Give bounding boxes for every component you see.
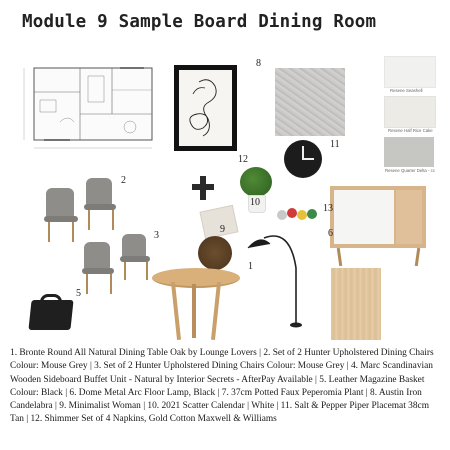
item-number-5: 5 <box>76 288 81 299</box>
item-number-9: 9 <box>220 224 225 235</box>
arc-floor-lamp <box>244 228 314 330</box>
item-number-1: 1 <box>248 261 253 272</box>
oak-wood-swatch <box>331 268 381 340</box>
scatter-calendar <box>276 205 320 225</box>
item-number-10: 10 <box>250 197 260 208</box>
item-number-12: 12 <box>238 154 248 165</box>
paint-swatch-quarter-delta <box>384 137 434 167</box>
iron-candelabra <box>192 176 214 200</box>
swatch-label-seashell: Resene Seashell <box>390 88 423 93</box>
wall-clock <box>284 140 322 178</box>
paint-swatch-half-rice-cake <box>384 96 436 128</box>
paint-swatch-seashell <box>384 56 436 88</box>
item-number-11: 11 <box>330 139 340 150</box>
swatch-label-half-rice-cake: Resene Half Rice Cake <box>388 128 433 133</box>
item-number-3: 3 <box>154 230 159 241</box>
fabric-swatch <box>275 68 345 136</box>
framed-artwork <box>174 65 237 151</box>
item-number-8: 8 <box>256 58 261 69</box>
placemat <box>198 236 232 270</box>
magazine-basket <box>28 294 74 334</box>
floor-plan-image <box>20 62 160 154</box>
dining-chair-set-3 <box>78 230 154 296</box>
sideboard <box>330 186 426 266</box>
item-number-2: 2 <box>121 175 126 186</box>
napkins-set <box>199 205 238 239</box>
board-title: Module 9 Sample Board Dining Room <box>22 12 377 32</box>
item-number-6: 6 <box>328 228 333 239</box>
swatch-label-quarter-delta: Resene Quarter Delta - cc <box>385 168 435 173</box>
item-number-13: 13 <box>323 203 333 214</box>
line-face-drawing-icon <box>179 70 232 146</box>
dining-table <box>152 268 240 342</box>
item-description-list: 1. Bronte Round All Natural Dining Table Oak by Lounge Lovers | 2. Set of 2 Hunter Upholstered Dining Chairs Colour: Mouse Grey | 3. Set of 2 Hunter Upholstered Dining Chairs Colour: Mouse Grey | 4. Marc Scandinavian Wooden Sideboard Buffet Unit - Natural by Interior Secrets - AfterPay Available | 5. Leather Magazine Basket Colour: Black | 6. Dome Metal Arc Floor Lamp, Black | 7. 37cm Potted Faux Peperomia Plant | 8. Austin Iron Candelabra | 9. Minimalist Woman | 10. 2021 Scatter Calendar | White | 11. Salt & Pepper Piper Placemat 38cm Tan | 12. Shimmer Set of 4 Napkins, Gold Cotton Maxwell & Williams <box>10 348 434 425</box>
